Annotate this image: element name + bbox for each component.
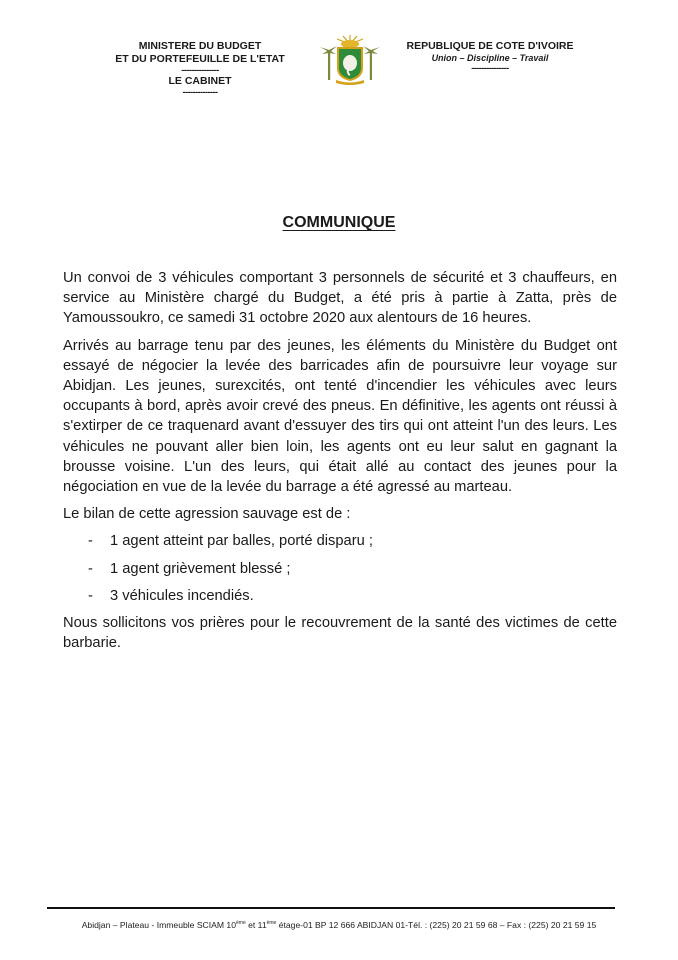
- cabinet-label: LE CABINET: [168, 75, 232, 87]
- cote-divoire-coat-of-arms-icon: [318, 34, 382, 86]
- list-item: [63, 559, 617, 579]
- footer-superscript: ème: [266, 920, 277, 927]
- list-item: [63, 531, 617, 551]
- document-body: [63, 268, 617, 660]
- header-separator: ---------------: [471, 63, 509, 73]
- list-item-text: 1 agent atteint par balles, porté disparu ;: [110, 533, 373, 550]
- palm-right: [363, 46, 380, 80]
- list-item-text: 1 agent grièvement blessé ;: [110, 560, 291, 577]
- footer-address: [0, 920, 678, 930]
- ministry-name-line2: ET DU PORTEFEUILLE DE L'ETAT: [115, 53, 285, 65]
- paragraph: Le bilan de cette agression sauvage est de :: [63, 506, 351, 523]
- footer-superscript: ème: [236, 920, 246, 927]
- bullet-dash: -: [88, 587, 93, 604]
- republic-header: [395, 40, 585, 73]
- closing-paragraph: Nous sollicitons vos prières pour le recouvrement de la santé des victimes de cette barbarie.: [63, 615, 617, 652]
- list-item: [63, 586, 617, 606]
- footer-divider: [47, 907, 615, 909]
- bullet-dash: -: [88, 533, 93, 550]
- casualty-list: [63, 531, 617, 606]
- ministry-name-line1: MINISTERE DU BUDGET: [138, 40, 262, 52]
- document-title: COMMUNIQUE: [282, 214, 396, 231]
- header-separator: ---------------: [181, 65, 219, 75]
- footer-text: étage-01 BP 12 666 ABIDJAN 01-Tél. : (225) 20 21 59 68 – Fax : (225) 20 21 59 15: [276, 920, 597, 930]
- footer-text: et 11: [245, 920, 267, 930]
- bullet-dash: -: [88, 560, 93, 577]
- republic-title: REPUBLIQUE DE COTE D'IVOIRE: [406, 40, 574, 52]
- ministry-header: [90, 40, 310, 97]
- list-item-text: 3 véhicules incendiés.: [110, 587, 254, 604]
- palm-left: [320, 46, 337, 80]
- national-motto: Union – Discipline – Travail: [431, 53, 549, 63]
- header-separator: --------------: [182, 87, 218, 97]
- paragraph: Un convoi de 3 véhicules comportant 3 personnels de sécurité et 3 chauffeurs, en service au Ministère chargé du Budget, a été pris à partie à Zatta, près de Yamoussoukro, ce samedi 31 octobre 2020 aux alentours de 16 heures.: [63, 270, 617, 327]
- footer-text: Abidjan – Plateau - Immeuble SCIAM 10: [81, 920, 236, 930]
- paragraph: Arrivés au barrage tenu par des jeunes, les éléments du Ministère du Budget ont essayé de négocier la levée des barricades afin de poursuivre leur voyage sur Abidjan. Les jeunes, surexcités, ont tenté d'incendier les véhicules avec leurs occupants à bord, après avoir crevé des pneus. En définitive, les agents ont réussi à s'extirper de ce traquenard avant d'essuyer des tirs qui ont atteint l'un des leurs. Les véhicules ne pouvant aller bien loin, les agents ont eu leur salut en gagnant la brousse voisine. L'un des leurs, qui était allé au contact des jeunes pour la négociation en vue de la levée du barrage a été agressé au marteau.: [63, 337, 617, 496]
